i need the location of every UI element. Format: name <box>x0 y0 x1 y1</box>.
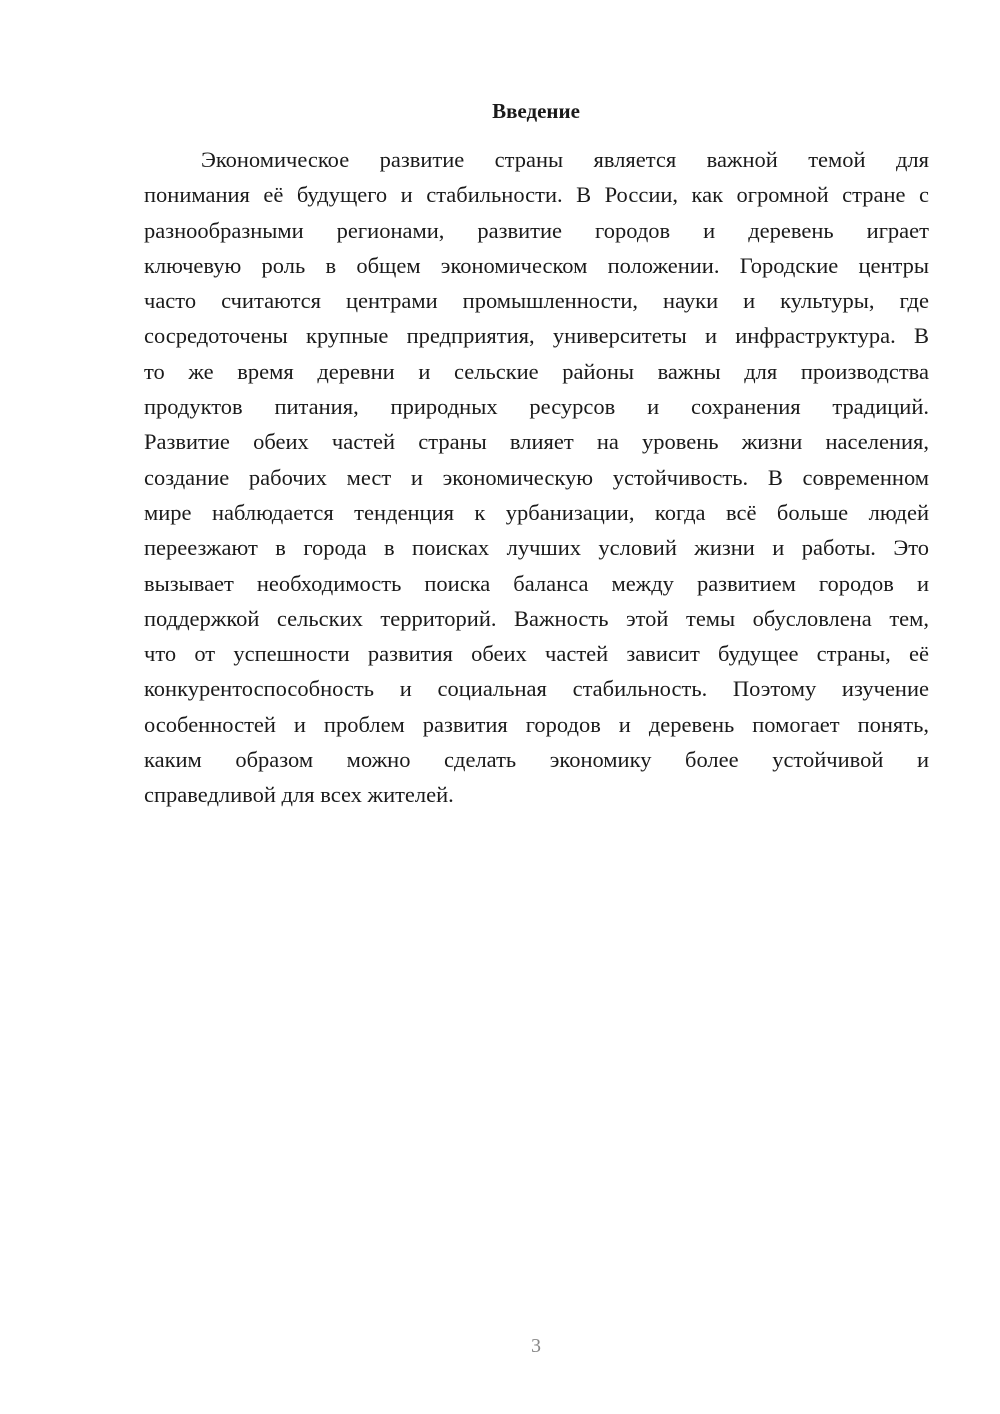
paragraph-line: что от успешности развития обеих частей зависит будущее страны, её <box>144 641 929 667</box>
paragraph-line: часто считаются центрами промышленности, науки и культуры, где <box>144 288 929 314</box>
paragraph-line: Развитие обеих частей страны влияет на уровень жизни населения, <box>144 429 929 455</box>
paragraph-line: Экономическое развитие страны является важной темой для <box>201 147 929 172</box>
paragraph-line: вызывает необходимость поиска баланса между развитием городов и <box>144 570 929 596</box>
paragraph-line: поддержкой сельских территорий. Важность этой темы обусловлена тем, <box>144 605 929 631</box>
paragraph-line: сосредоточены крупные предприятия, университеты и инфраструктура. В <box>144 323 929 349</box>
paragraph-line: понимания её будущего и стабильности. В России, как огромной стране с <box>144 182 929 208</box>
paragraph-line: ключевую роль в общем экономическом положении. Городские центры <box>144 252 929 278</box>
paragraph-line: особенностей и проблем развития городов и деревень помогает понять, <box>144 711 929 737</box>
paragraph-line: каким образом можно сделать экономику более устойчивой и <box>144 747 929 773</box>
paragraph-line: конкурентоспособность и социальная стабильность. Поэтому изучение <box>144 676 929 702</box>
introduction-paragraph <box>144 142 929 813</box>
paragraph-line: разнообразными регионами, развитие городов и деревень играет <box>144 217 929 243</box>
page-number: 3 <box>531 1335 541 1357</box>
paragraph-line: справедливой для всех жителей. <box>144 782 454 808</box>
paragraph-line: мире наблюдается тенденция к урбанизации, когда всё больше людей <box>144 499 929 525</box>
section-heading: Введение <box>492 99 580 123</box>
paragraph-line: переезжают в города в поисках лучших условий жизни и работы. Это <box>144 535 929 561</box>
paragraph-line: продуктов питания, природных ресурсов и сохранения традиций. <box>144 394 929 420</box>
paragraph-line: создание рабочих мест и экономическую устойчивость. В современном <box>144 464 929 490</box>
paragraph-line: то же время деревни и сельские районы важны для производства <box>144 358 929 384</box>
